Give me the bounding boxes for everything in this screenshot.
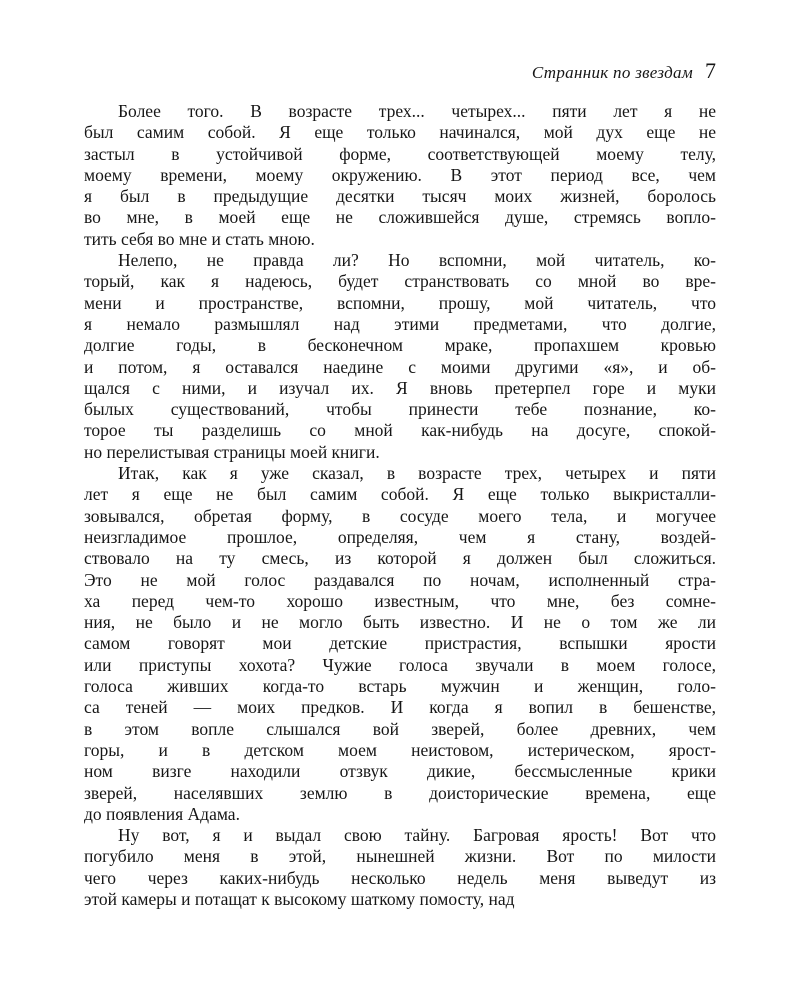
text-line: голоса живших когда-то встарь мужчин и женщин, голо- — [84, 676, 716, 697]
text-line: неизгладимое прошлое, определяя, чем я стану, воздей- — [84, 526, 716, 547]
text-line: до появления Адама. — [84, 803, 240, 824]
running-title: Странник по звездам — [531, 63, 693, 82]
text-line: ния, не было и не могло быть известно. И не о том же ли — [84, 612, 716, 633]
text-line: Нелепо, не правда ли? Но вспомни, мой читатель, ко- — [118, 250, 716, 271]
text-line: я был в предыдущие десятки тысяч моих жизней, боролось — [84, 186, 716, 207]
text-body — [84, 101, 716, 910]
text-line: Итак, как я уже сказал, в возрасте трех, четырех и пяти — [118, 463, 716, 484]
text-line: застыл в устойчивой форме, соответствующей моему телу, — [84, 143, 716, 164]
text-line: торое ты разделишь со мной как-нибудь на досуге, спокой- — [84, 420, 716, 441]
text-line: но перелистывая страницы моей книги. — [84, 441, 380, 462]
text-line: тить себя во мне и стать мною. — [84, 228, 315, 249]
text-line: чего через каких-нибудь несколько недель меня выведут из — [84, 867, 716, 888]
text-line: во мне, в моей еще не сложившейся душе, стремясь вопло- — [84, 207, 716, 228]
text-line: зверей, населявших землю в доисторические времена, еще — [84, 782, 716, 803]
text-line: долгие годы, в бесконечном мраке, пропахшем кровью — [84, 335, 716, 356]
text-line: зовывался, обретая форму, в сосуде моего тела, и могучее — [84, 505, 716, 526]
text-line: я немало размышлял над этими предметами, что долгие, — [84, 313, 716, 334]
text-line: ствовало на ту смесь, из которой я должен был сложиться. — [84, 548, 716, 569]
text-line: щался с ними, и изучал их. Я вновь претерпел горе и муки — [84, 377, 716, 398]
text-line: ха перед чем-то хорошо известным, что мне, без сомне- — [84, 590, 716, 611]
text-line: моему времени, моему окружению. В этот период все, чем — [84, 164, 716, 185]
text-line: мени и пространстве, вспомни, прошу, мой читатель, что — [84, 292, 716, 313]
text-line: ном визге находили отзвук дикие, бессмысленные крики — [84, 761, 716, 782]
text-line: Ну вот, я и выдал свою тайну. Багровая ярость! Вот что — [118, 825, 716, 846]
text-line: былых существований, чтобы принести тебе познание, ко- — [84, 399, 716, 420]
text-line: или приступы хохота? Чужие голоса звучали в моем голосе, — [84, 654, 716, 675]
text-line: Это не мой голос раздавался по ночам, исполненный стра- — [84, 569, 716, 590]
text-line: лет я еще не был самим собой. Я еще только выкристалли- — [84, 484, 716, 505]
text-line: в этом вопле слышался вой зверей, более древних, чем — [84, 718, 716, 739]
text-line: погубило меня в этой, нынешней жизни. Вот по милости — [84, 846, 716, 867]
text-line: торый, как я надеюсь, будет странствовать со мной во вре- — [84, 271, 716, 292]
text-line: Более того. В возрасте трех... четырех... пяти лет я не — [118, 101, 716, 121]
text-line: са теней — моих предков. И когда я вопил в бешенстве, — [84, 697, 716, 718]
text-line: и потом, я оставался наедине с моими другими «я», и об- — [84, 356, 716, 377]
page-number: 7 — [705, 58, 716, 83]
running-header — [84, 58, 716, 84]
text-line: горы, и в детском моем неистовом, истерическом, ярост- — [84, 739, 716, 760]
text-line: был самим собой. Я еще только начинался, мой дух еще не — [84, 122, 716, 143]
text-line: самом говорят мои детские пристрастия, вспышки ярости — [84, 633, 716, 654]
text-line: этой камеры и потащат к высокому шаткому помосту, над — [84, 888, 515, 909]
